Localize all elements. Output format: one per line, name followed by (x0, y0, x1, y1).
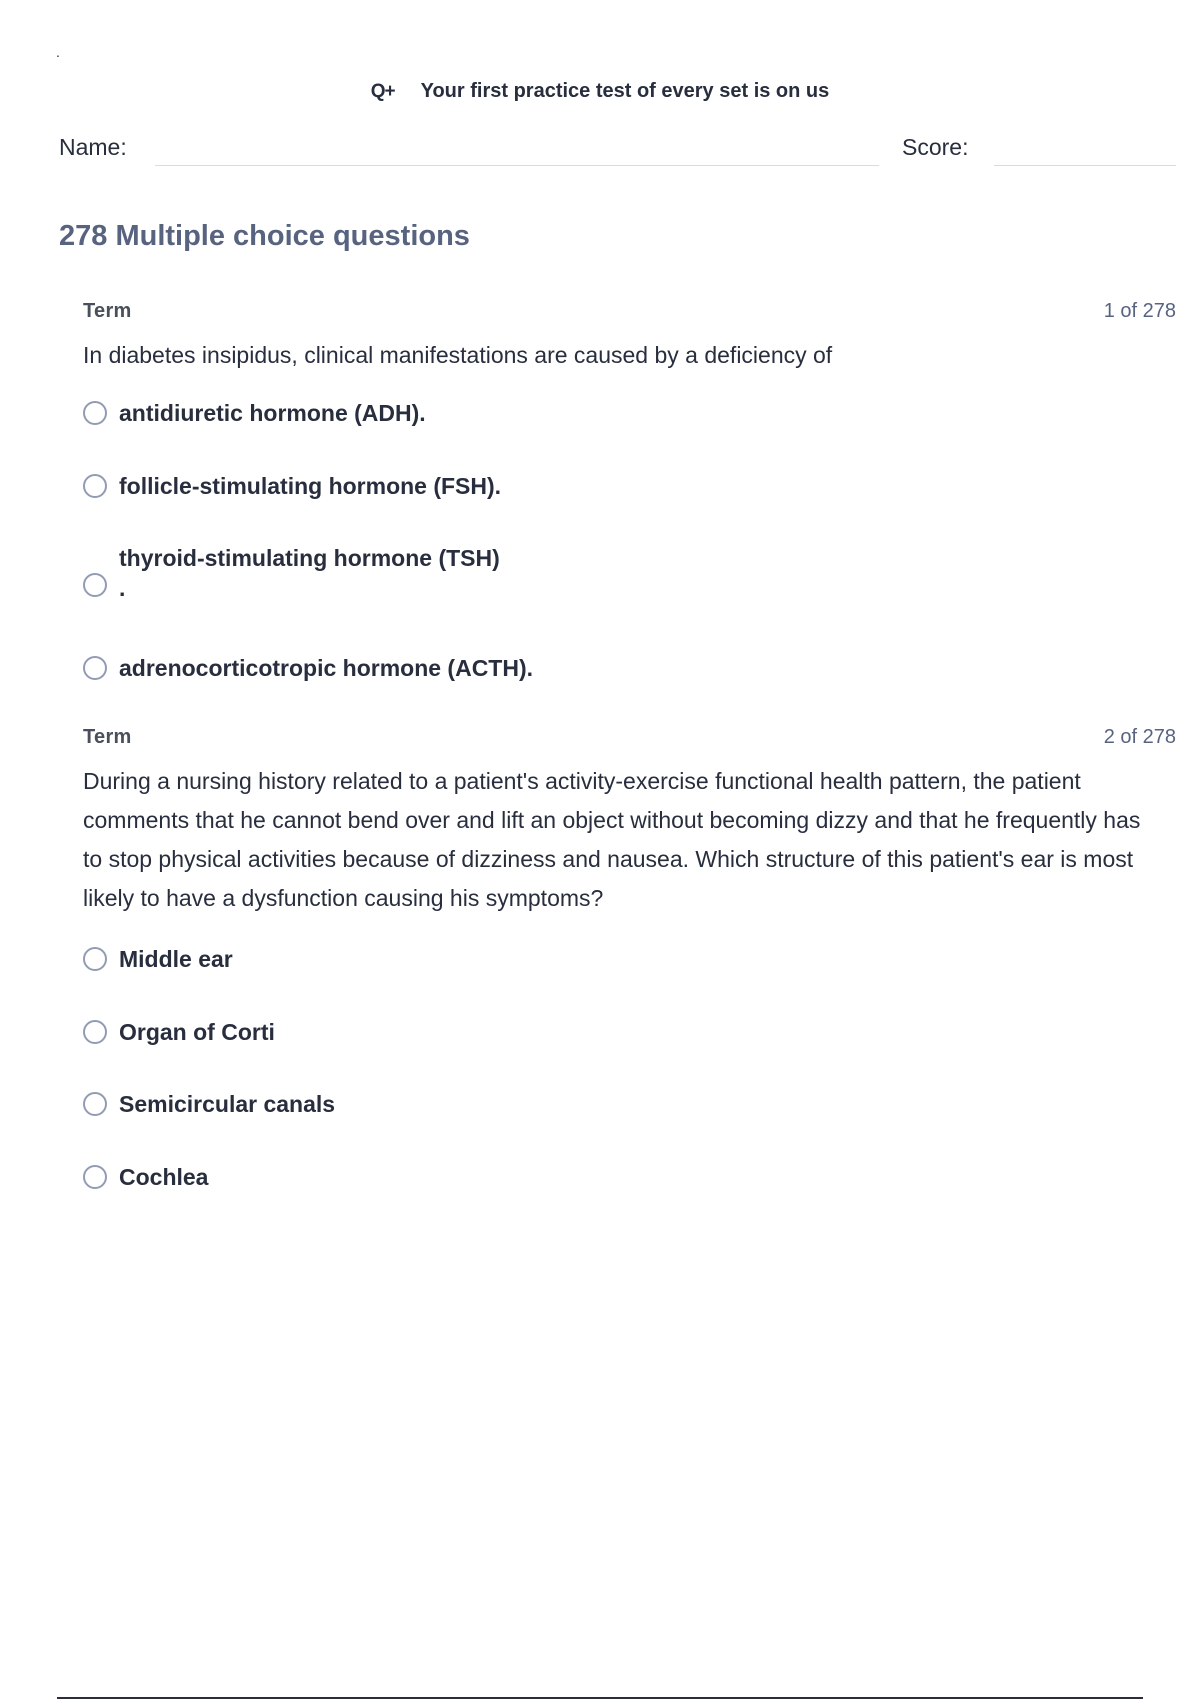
section-title: 278 Multiple choice questions (59, 220, 470, 252)
question-prompt: In diabetes insipidus, clinical manifestations are caused by a deficiency of (83, 342, 833, 368)
q-plus-icon: Q+ (370, 80, 395, 102)
term-label: Term (83, 300, 132, 322)
radio-unchecked-icon[interactable] (83, 656, 107, 680)
option-label: Semicircular canals (119, 1090, 336, 1117)
stray-mark: . (56, 44, 60, 60)
option-label: Cochlea (119, 1163, 209, 1190)
answer-option[interactable] (83, 1157, 208, 1197)
name-score-header (59, 134, 1176, 168)
answer-option[interactable] (83, 466, 501, 506)
question-2 (83, 726, 1176, 1190)
radio-unchecked-icon[interactable] (83, 947, 107, 971)
term-label: Term (83, 726, 132, 748)
answer-option[interactable] (83, 939, 233, 979)
option-label: thyroid-stimulating hormone (TSH) (119, 545, 500, 571)
option-label: antidiuretic hormone (ADH). (119, 399, 426, 426)
name-label: Name: (59, 134, 127, 160)
answer-option[interactable] (83, 1012, 275, 1052)
radio-unchecked-icon[interactable] (83, 474, 107, 498)
promo-banner[interactable] (0, 80, 1200, 103)
radio-unchecked-icon[interactable] (83, 1020, 107, 1044)
question-counter: 2 of 278 (1103, 726, 1176, 748)
option-label: follicle-stimulating hormone (FSH). (119, 472, 502, 499)
radio-unchecked-icon[interactable] (83, 573, 107, 597)
answer-option[interactable] (83, 393, 426, 433)
answer-option[interactable] (83, 648, 533, 688)
question-header (83, 726, 1176, 752)
radio-unchecked-icon[interactable] (83, 401, 107, 425)
radio-unchecked-icon[interactable] (83, 1165, 107, 1189)
option-label: adrenocorticotropic hormone (ACTH). (119, 654, 534, 681)
score-field-line[interactable] (994, 165, 1176, 166)
option-label: Organ of Corti (119, 1018, 275, 1045)
option-trailing-mark: . (119, 575, 126, 601)
radio-unchecked-icon[interactable] (83, 1092, 107, 1116)
option-label: Middle ear (119, 945, 233, 972)
question-header (83, 300, 1176, 326)
question-counter: 1 of 278 (1103, 300, 1176, 322)
question-1 (83, 300, 1176, 681)
footer-rule (57, 1697, 1143, 1699)
question-prompt: During a nursing history related to a patient's activity-exercise functional health pattern, the patient comments that he cannot bend over and lift an object without becoming dizzy and that he frequently has to stop physical activities because of dizziness and nausea. Which structure of this patient's ear is most likely to have a dysfunction causing his symptoms? (83, 768, 1141, 911)
answer-option[interactable] (83, 1084, 335, 1124)
promo-text: Your first practice test of every set is on us (420, 80, 830, 102)
score-label: Score: (902, 134, 969, 160)
name-field-line[interactable] (155, 165, 879, 166)
